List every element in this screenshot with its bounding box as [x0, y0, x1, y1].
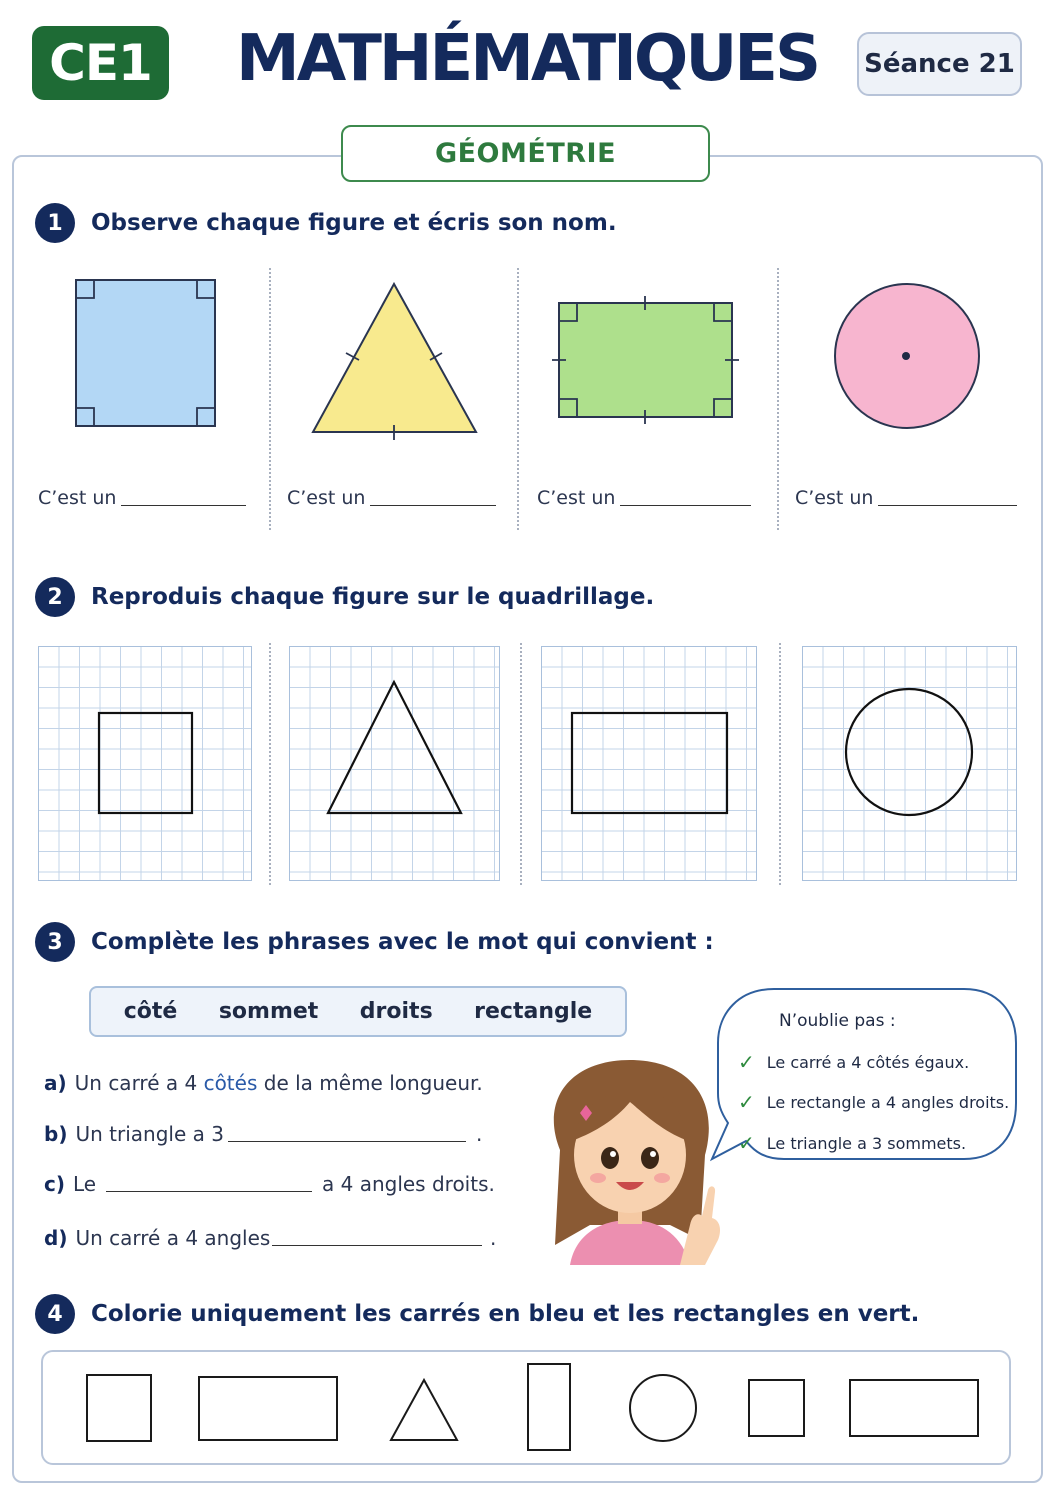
exercise-instruction: Observe chaque figure et écris son nom. — [91, 210, 617, 236]
reminder-text: Le carré a 4 côtés égaux. — [766, 1052, 970, 1072]
session-badge: Séance 21 — [857, 32, 1022, 96]
shape-square-1 — [87, 1375, 151, 1441]
sentence-letter: b) — [44, 1122, 68, 1146]
shape-rectangle-1 — [199, 1377, 337, 1440]
sentence-letter: d) — [44, 1226, 68, 1250]
sentence-text: Le — [73, 1172, 97, 1196]
sentence-end: . — [476, 1122, 483, 1146]
shape-circle — [630, 1375, 696, 1441]
answer-prompt: C’est un — [537, 487, 616, 509]
exercise-number: 4 — [35, 1294, 75, 1334]
word-bank-item: côté — [123, 999, 178, 1024]
page-title: MATHÉMATIQUES — [236, 22, 819, 96]
shape-triangle — [391, 1380, 457, 1440]
reminder-text: Le triangle a 3 sommets. — [766, 1133, 967, 1153]
exercise-instruction: Complète les phrases avec le mot qui convient : — [91, 929, 714, 955]
sentence-text: de la même longueur. — [263, 1071, 483, 1095]
answer-prompt: C’est un — [795, 487, 874, 509]
exercise-instruction: Colorie uniquement les carrés en bleu et les rectangles en vert. — [91, 1301, 920, 1327]
word-bank-item: sommet — [218, 999, 319, 1024]
sentence-letter: c) — [44, 1172, 65, 1196]
filled-answer: côtés — [203, 1071, 258, 1095]
check-icon: ✓ — [738, 1131, 755, 1155]
exercise-number: 1 — [35, 203, 75, 243]
check-icon: ✓ — [738, 1050, 755, 1074]
exercise-number: 2 — [35, 577, 75, 617]
grade-badge: CE1 — [32, 26, 169, 100]
reminder-title: N’oublie pas : — [779, 1011, 896, 1031]
exercise-number: 3 — [35, 922, 75, 962]
shape-rectangle-2 — [528, 1364, 570, 1450]
section-title: GÉOMÉTRIE — [341, 125, 710, 182]
sentence-text: Un carré a 4 angles — [75, 1226, 271, 1250]
shape-square-2 — [749, 1380, 804, 1436]
sentence-text: Un triangle a 3 — [75, 1122, 224, 1146]
shape-rectangle-3 — [850, 1380, 978, 1436]
sentence-text: a 4 angles droits. — [322, 1172, 495, 1196]
sentence-letter: a) — [44, 1071, 67, 1095]
sentence-text: Un carré a 4 — [74, 1071, 198, 1095]
check-icon: ✓ — [738, 1090, 755, 1114]
exercise-instruction: Reproduis chaque figure sur le quadrillage. — [91, 584, 655, 610]
reminder-text: Le rectangle a 4 angles droits. — [766, 1092, 1010, 1112]
answer-prompt: C’est un — [38, 487, 117, 509]
word-bank-item: rectangle — [474, 999, 593, 1024]
answer-prompt: C’est un — [287, 487, 366, 509]
sentence-end: . — [490, 1226, 497, 1250]
word-bank-item: droits — [359, 999, 433, 1024]
